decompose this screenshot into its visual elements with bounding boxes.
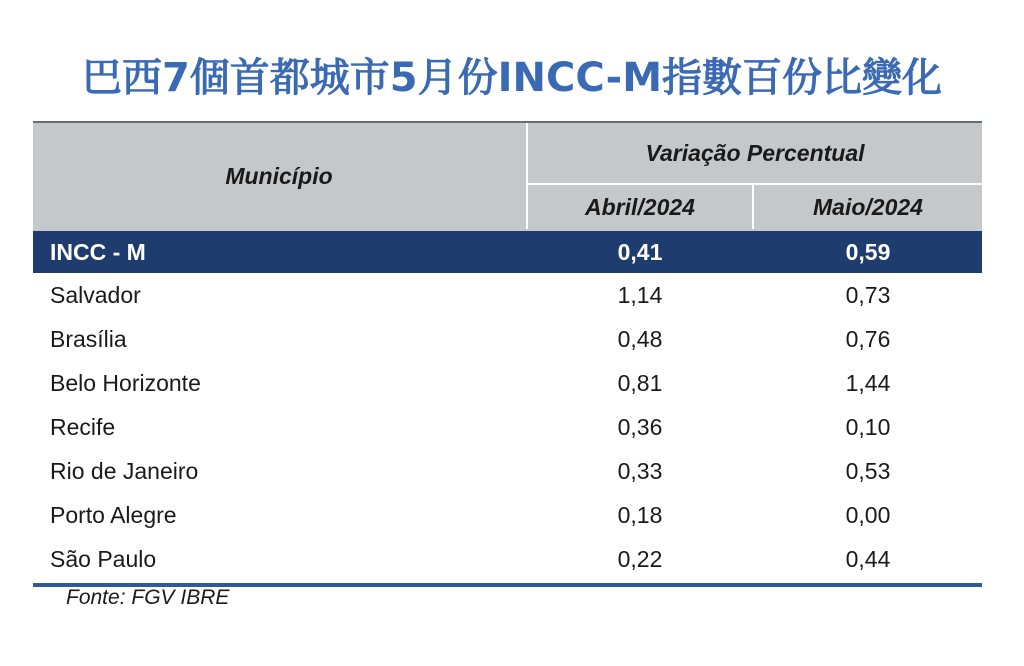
row-value-abril: 0,33	[617, 457, 663, 484]
row-value-maio: 0,44	[845, 545, 891, 572]
row-value-abril: 0,36	[617, 413, 663, 440]
row-name: Salvador	[50, 281, 141, 308]
row-value-maio: 0,76	[845, 325, 891, 352]
table-row	[33, 361, 982, 405]
index-row-incc-m	[33, 231, 982, 273]
row-value-maio: 0,73	[845, 281, 891, 308]
row-value-abril: 0,22	[617, 545, 663, 572]
row-value-maio: 0,59	[845, 238, 891, 265]
row-value-maio: 0,00	[845, 501, 891, 528]
table-row	[33, 537, 982, 581]
table-title: 巴西7個首都城市5月份INCC-M指數百份比變化	[81, 55, 943, 101]
row-name: Brasília	[50, 325, 127, 352]
row-value-abril: 0,41	[617, 238, 663, 265]
table-row	[33, 493, 982, 537]
header-col-maio: Maio/2024	[813, 193, 923, 220]
table-row	[33, 273, 982, 317]
row-name: Recife	[50, 413, 116, 440]
table-row	[33, 317, 982, 361]
source-note: Fonte: FGV IBRE	[66, 586, 230, 609]
row-value-abril: 0,18	[617, 501, 663, 528]
header-col-abril: Abril/2024	[585, 193, 695, 220]
table-header	[33, 121, 982, 231]
row-name: Rio de Janeiro	[50, 457, 199, 484]
row-value-maio: 0,53	[845, 457, 891, 484]
row-name: Porto Alegre	[50, 501, 177, 528]
row-value-maio: 0,10	[845, 413, 891, 440]
table-row	[33, 449, 982, 493]
row-name: Belo Horizonte	[50, 369, 201, 396]
row-value-abril: 0,81	[617, 369, 663, 396]
row-value-maio: 1,44	[845, 369, 891, 396]
row-value-abril: 1,14	[617, 281, 663, 308]
data-table	[33, 121, 982, 587]
row-name: São Paulo	[50, 545, 157, 572]
row-name: INCC - M	[50, 238, 146, 265]
header-municipio: Município	[225, 162, 333, 189]
table-row	[33, 405, 982, 449]
header-variacao-percentual: Variação Percentual	[645, 139, 865, 166]
row-value-abril: 0,48	[617, 325, 663, 352]
